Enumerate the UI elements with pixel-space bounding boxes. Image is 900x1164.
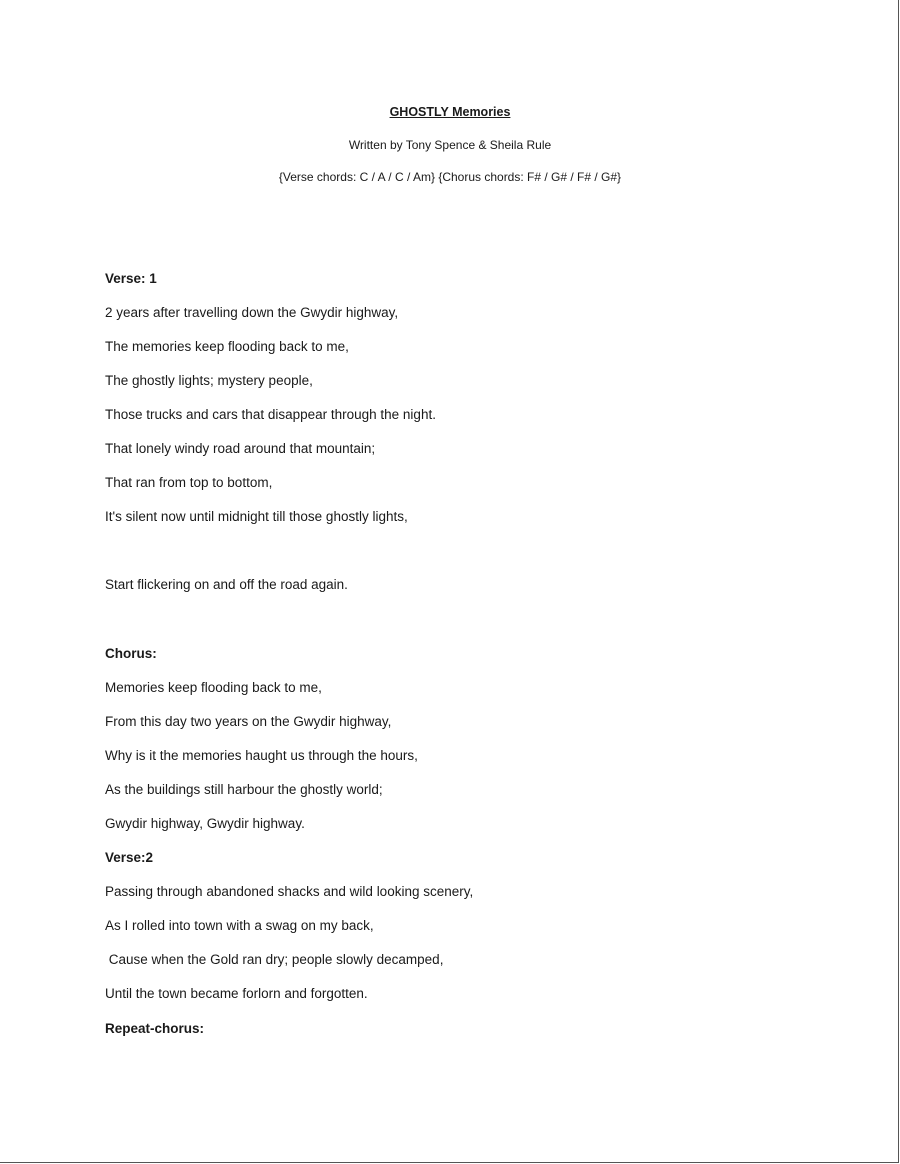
verse-2-heading: Verse:2 — [105, 850, 154, 865]
lyric-line: 2 years after travelling down the Gwydir highway, — [105, 305, 399, 320]
lyric-line: That lonely windy road around that mountain; — [105, 441, 376, 456]
lyric-line: Passing through abandoned shacks and wild looking scenery, — [105, 884, 474, 899]
lyric-line: As I rolled into town with a swag on my back, — [105, 918, 374, 933]
chorus-heading: Chorus: — [105, 646, 157, 661]
lyric-line: Memories keep flooding back to me, — [105, 680, 322, 695]
lyric-line: That ran from top to bottom, — [105, 475, 273, 490]
lyric-line: Why is it the memories haught us through the hours, — [105, 748, 418, 763]
lyric-line: Start flickering on and off the road again. — [105, 577, 348, 592]
lyric-line: As the buildings still harbour the ghostly world; — [105, 782, 383, 797]
lyric-line: From this day two years on the Gwydir highway, — [105, 714, 392, 729]
lyric-line: It's silent now until midnight till those ghostly lights, — [105, 509, 408, 524]
lyric-line: The ghostly lights; mystery people, — [105, 373, 313, 388]
lyric-line: Those trucks and cars that disappear through the night. — [105, 407, 436, 422]
lyric-line: Gwydir highway, Gwydir highway. — [105, 816, 305, 831]
lyric-line: Cause when the Gold ran dry; people slowly decamped, — [105, 952, 444, 967]
verse-1-heading: Verse: 1 — [105, 271, 157, 286]
song-title: GHOSTLY Memories — [389, 105, 511, 119]
lyric-line: The memories keep flooding back to me, — [105, 339, 349, 354]
chord-legend: {Verse chords: C / A / C / Am} {Chorus chords: F# / G# / F# / G#} — [278, 170, 622, 184]
song-credit: Written by Tony Spence & Sheila Rule — [348, 138, 552, 152]
repeat-chorus-heading: Repeat-chorus: — [105, 1021, 205, 1036]
lyric-line: Until the town became forlorn and forgotten. — [105, 986, 368, 1001]
